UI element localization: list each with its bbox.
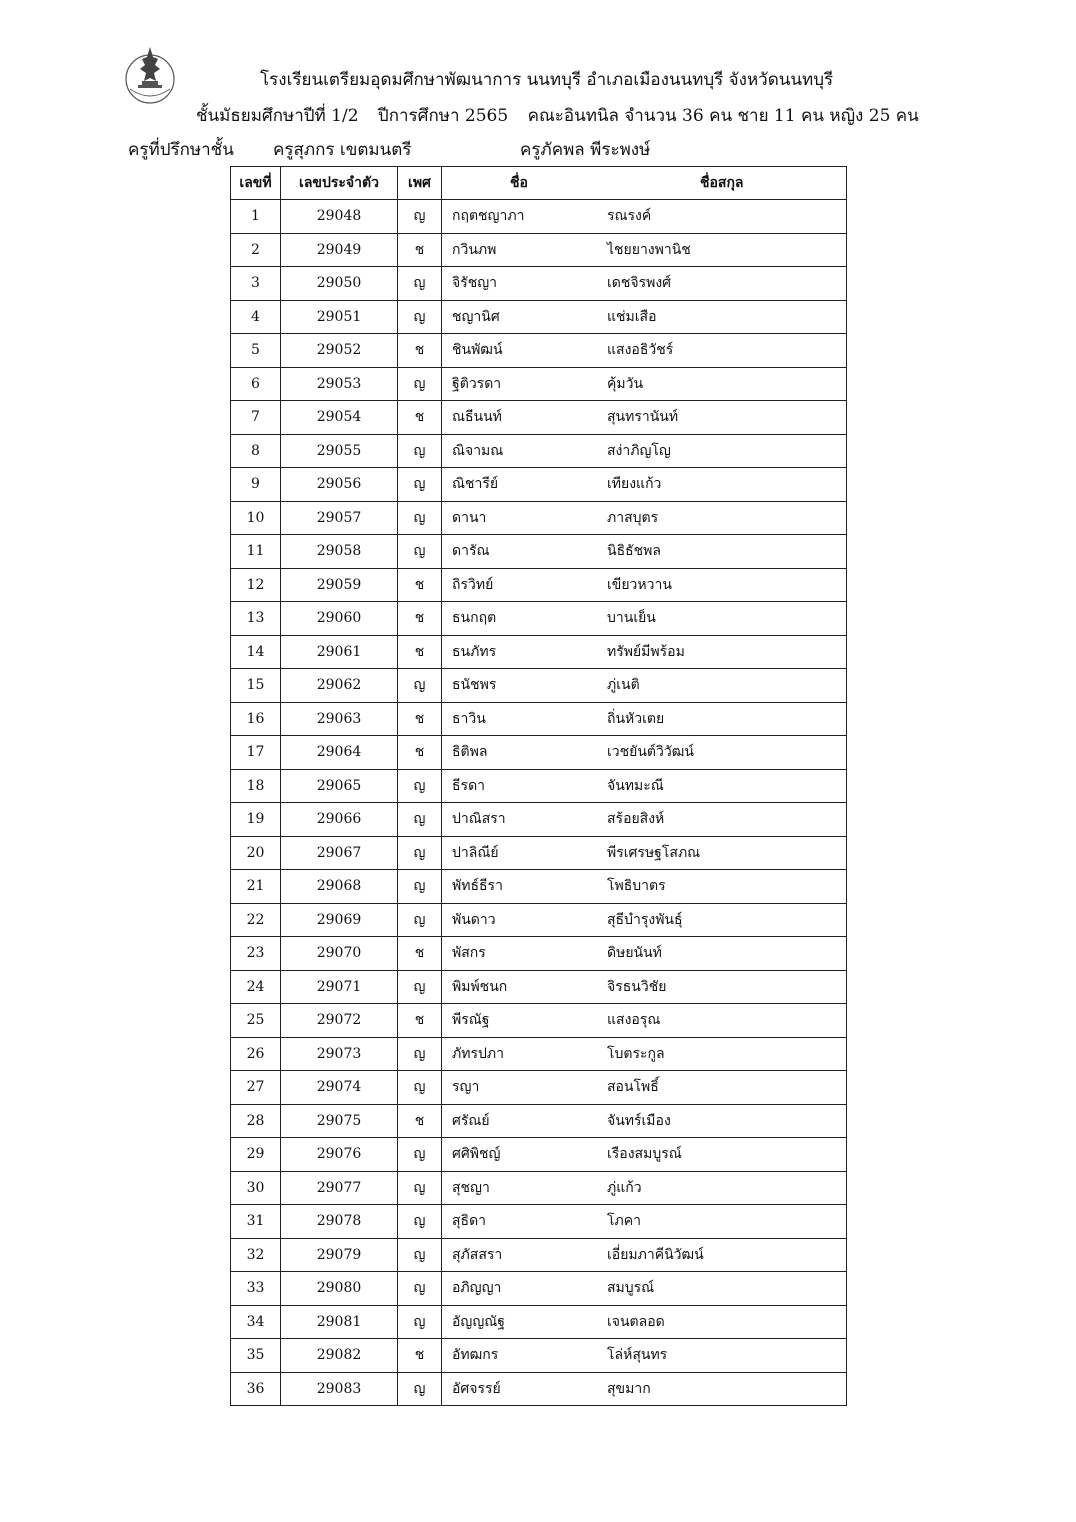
student-last-name: โล่ห์สุนทร (607, 1347, 668, 1364)
student-sex: ช (398, 1004, 442, 1038)
student-name-cell (442, 568, 847, 602)
student-name-cell (442, 1171, 847, 1205)
table-row (231, 1205, 847, 1239)
row-number: 35 (231, 1339, 281, 1373)
student-last-name: ภู่แก้ว (607, 1179, 642, 1196)
row-number: 23 (231, 937, 281, 971)
student-id: 29083 (281, 1372, 398, 1406)
row-number: 8 (231, 434, 281, 468)
student-sex: ญ (398, 434, 442, 468)
student-last-name: สร้อยสิงห์ (607, 811, 665, 828)
student-first-name: ฐิติวรดา (452, 375, 502, 392)
student-first-name: ธาวิน (452, 710, 486, 727)
student-last-name: เจนตลอด (607, 1313, 665, 1330)
table-row (231, 937, 847, 971)
row-number: 12 (231, 568, 281, 602)
row-number: 16 (231, 702, 281, 736)
student-first-name: ดารัณ (452, 543, 490, 560)
student-sex: ช (398, 1339, 442, 1373)
student-first-name: สุธิดา (452, 1213, 487, 1230)
student-first-name: กวินภพ (452, 241, 497, 258)
student-last-name: ทรัพย์มีพร้อม (607, 643, 685, 660)
student-first-name: ธีรดา (452, 777, 486, 794)
row-number: 9 (231, 468, 281, 502)
student-last-name: สมบูรณ์ (607, 1280, 655, 1297)
student-sex: ช (398, 233, 442, 267)
table-row (231, 1272, 847, 1306)
student-name-cell (442, 736, 847, 770)
student-sex: ช (398, 334, 442, 368)
table-row (231, 635, 847, 669)
table-row (231, 1171, 847, 1205)
row-number: 31 (231, 1205, 281, 1239)
header-first-name: ชื่อ (510, 175, 528, 191)
student-name-cell (442, 1272, 847, 1306)
student-last-name: จันทมะณี (607, 777, 664, 794)
student-id: 29080 (281, 1272, 398, 1306)
student-first-name: ณธีนนท์ (452, 409, 502, 426)
student-name-cell (442, 535, 847, 569)
student-name-cell (442, 870, 847, 904)
student-name-cell (442, 937, 847, 971)
table-row (231, 434, 847, 468)
student-name-cell (442, 1138, 847, 1172)
student-name-cell (442, 702, 847, 736)
row-number: 2 (231, 233, 281, 267)
student-last-name: โบตระกูล (607, 1045, 665, 1062)
row-number: 36 (231, 1372, 281, 1406)
student-last-name: เทียงแก้ว (607, 476, 662, 493)
row-number: 1 (231, 200, 281, 234)
school-title: โรงเรียนเตรียมอุดมศึกษาพัฒนาการ นนทบุรี อำเภอเมืองนนทบุรี จังหวัดนนทบุรี (260, 70, 834, 90)
student-id: 29066 (281, 803, 398, 837)
table-row (231, 334, 847, 368)
row-number: 11 (231, 535, 281, 569)
student-id: 29081 (281, 1305, 398, 1339)
student-sex: ช (398, 401, 442, 435)
student-sex: ญ (398, 803, 442, 837)
student-name-cell (442, 1305, 847, 1339)
row-number: 32 (231, 1238, 281, 1272)
row-number: 5 (231, 334, 281, 368)
table-row (231, 267, 847, 301)
student-sex: ญ (398, 468, 442, 502)
student-first-name: จิรัชญา (452, 275, 498, 292)
student-id: 29070 (281, 937, 398, 971)
student-sex: ญ (398, 836, 442, 870)
student-sex: ญ (398, 970, 442, 1004)
student-id: 29059 (281, 568, 398, 602)
student-sex: ญ (398, 1372, 442, 1406)
student-name-cell (442, 769, 847, 803)
row-number: 30 (231, 1171, 281, 1205)
row-number: 4 (231, 300, 281, 334)
student-sex: ญ (398, 1205, 442, 1239)
student-first-name: พีรณัฐ (452, 1012, 490, 1029)
table-row (231, 903, 847, 937)
header-last-name: ชื่อสกุล (700, 175, 744, 191)
student-id: 29078 (281, 1205, 398, 1239)
table-row (231, 836, 847, 870)
student-last-name: แช่มเสือ (607, 308, 657, 325)
student-first-name: อัศจรรย์ (452, 1380, 501, 1397)
student-last-name: ไชยยางพานิช (607, 241, 691, 258)
advisor-label: ครูที่ปรึกษาชั้น (128, 140, 234, 160)
student-name-cell (442, 501, 847, 535)
student-name-cell (442, 1037, 847, 1071)
student-first-name: อภิญญา (452, 1280, 502, 1297)
table-row (231, 1104, 847, 1138)
student-name-cell (442, 669, 847, 703)
student-id: 29048 (281, 200, 398, 234)
row-number: 25 (231, 1004, 281, 1038)
table-body (231, 200, 847, 1406)
student-first-name: ถิรวิทย์ (452, 576, 494, 593)
school-emblem-icon (124, 43, 176, 105)
student-first-name: ธนภัทร (452, 643, 497, 660)
student-id: 29068 (281, 870, 398, 904)
student-id: 29061 (281, 635, 398, 669)
student-name-cell (442, 468, 847, 502)
student-id: 29052 (281, 334, 398, 368)
row-number: 33 (231, 1272, 281, 1306)
row-number: 34 (231, 1305, 281, 1339)
student-name-cell (442, 970, 847, 1004)
student-name-cell (442, 635, 847, 669)
student-sex: ญ (398, 1037, 442, 1071)
student-last-name: คุ้มวัน (607, 375, 644, 392)
student-last-name: เขียวหวาน (607, 576, 672, 593)
student-name-cell (442, 200, 847, 234)
student-first-name: ณิชารีย์ (452, 476, 499, 493)
student-sex: ช (398, 635, 442, 669)
student-last-name: ภาสบุตร (607, 509, 659, 526)
table-row (231, 1372, 847, 1406)
table-row (231, 233, 847, 267)
student-sex: ช (398, 1104, 442, 1138)
student-first-name: พัสกร (452, 945, 486, 962)
student-last-name: จิรธนวิชัย (607, 978, 667, 995)
student-id: 29049 (281, 233, 398, 267)
student-name-cell (442, 1205, 847, 1239)
row-number: 27 (231, 1071, 281, 1105)
student-name-cell (442, 367, 847, 401)
student-sex: ญ (398, 501, 442, 535)
table-row (231, 401, 847, 435)
table-row (231, 1238, 847, 1272)
row-number: 10 (231, 501, 281, 535)
student-last-name: เรืองสมบูรณ์ (607, 1146, 682, 1163)
student-first-name: ธนัชพร (452, 677, 497, 694)
student-id: 29075 (281, 1104, 398, 1138)
student-id: 29069 (281, 903, 398, 937)
student-name-cell (442, 602, 847, 636)
student-first-name: อัญญณัฐ (452, 1313, 505, 1330)
student-last-name: สง่าภิญโญ (607, 442, 671, 459)
student-first-name: พันดาว (452, 911, 496, 928)
row-number: 7 (231, 401, 281, 435)
student-sex: ญ (398, 870, 442, 904)
row-number: 20 (231, 836, 281, 870)
student-last-name: โภคา (607, 1213, 641, 1230)
student-sex: ช (398, 702, 442, 736)
student-id: 29054 (281, 401, 398, 435)
student-name-cell (442, 803, 847, 837)
student-last-name: สุขมาก (607, 1380, 651, 1397)
row-number: 3 (231, 267, 281, 301)
table-row (231, 702, 847, 736)
student-last-name: สอนโพธิ์ (607, 1079, 659, 1096)
table-row (231, 870, 847, 904)
advisor-name-2: ครูภัคพล พีระพงษ์ (520, 140, 651, 160)
student-name-cell (442, 1372, 847, 1406)
student-first-name: ปาณิสรา (452, 811, 506, 828)
student-last-name: ดิษยนันท์ (607, 945, 662, 962)
student-first-name: กฤตชญาภา (452, 208, 525, 225)
student-id: 29076 (281, 1138, 398, 1172)
student-id: 29067 (281, 836, 398, 870)
student-first-name: ธนกฤต (452, 610, 497, 627)
student-name-cell (442, 334, 847, 368)
table-row (231, 535, 847, 569)
table-row (231, 367, 847, 401)
table-row (231, 1339, 847, 1373)
table-row (231, 736, 847, 770)
student-last-name: เดชจิรพงศ์ (607, 275, 672, 292)
row-number: 18 (231, 769, 281, 803)
table-row (231, 1071, 847, 1105)
student-last-name: บานเย็น (607, 610, 656, 627)
student-id: 29079 (281, 1238, 398, 1272)
class-info-line (196, 105, 933, 127)
student-last-name: เวชยันต์วิวัฒน์ (607, 744, 694, 761)
student-last-name: สุนทรานันท์ (607, 409, 679, 426)
student-id: 29082 (281, 1339, 398, 1373)
student-last-name: นิธิธัชพล (607, 543, 661, 560)
table-row (231, 669, 847, 703)
student-sex: ญ (398, 903, 442, 937)
row-number: 6 (231, 367, 281, 401)
student-first-name: ปาลิณีย์ (452, 844, 499, 861)
student-last-name: โพธิบาตร (607, 878, 666, 895)
row-number: 22 (231, 903, 281, 937)
student-first-name: ภัทรปภา (452, 1045, 504, 1062)
header-name (442, 167, 847, 200)
student-name-cell (442, 1339, 847, 1373)
student-name-cell (442, 401, 847, 435)
student-first-name: สุชญา (452, 1179, 490, 1196)
student-first-name: ดานา (452, 509, 487, 526)
table-row (231, 468, 847, 502)
student-sex: ช (398, 736, 442, 770)
student-id: 29056 (281, 468, 398, 502)
row-number: 28 (231, 1104, 281, 1138)
student-last-name: สุธีบำรุงพันธุ์ (607, 911, 683, 928)
table-row (231, 501, 847, 535)
student-name-cell (442, 233, 847, 267)
student-last-name: จันทร์เมือง (607, 1112, 671, 1129)
student-id: 29072 (281, 1004, 398, 1038)
class-level: ชั้นมัธยมศึกษาปีที่ 1/2 (196, 106, 359, 126)
table-row (231, 1004, 847, 1038)
table-row (231, 1305, 847, 1339)
table-row (231, 1037, 847, 1071)
student-id: 29077 (281, 1171, 398, 1205)
academic-year: ปีการศึกษา 2565 (377, 106, 509, 126)
student-id: 29060 (281, 602, 398, 636)
table-row (231, 970, 847, 1004)
student-id: 29053 (281, 367, 398, 401)
student-first-name: รญา (452, 1079, 480, 1096)
student-sex: ญ (398, 1138, 442, 1172)
table-row (231, 602, 847, 636)
student-sex: ญ (398, 535, 442, 569)
table-row (231, 300, 847, 334)
row-number: 29 (231, 1138, 281, 1172)
student-last-name: รณรงค์ (607, 208, 652, 225)
student-roster-table (230, 166, 847, 1406)
student-id: 29058 (281, 535, 398, 569)
student-name-cell (442, 300, 847, 334)
student-id: 29064 (281, 736, 398, 770)
student-sex: ช (398, 937, 442, 971)
student-sex: ญ (398, 669, 442, 703)
student-first-name: พัทธ์ธีรา (452, 878, 503, 895)
student-name-cell (442, 267, 847, 301)
student-sex: ญ (398, 1305, 442, 1339)
student-sex: ช (398, 568, 442, 602)
row-number: 26 (231, 1037, 281, 1071)
row-number: 21 (231, 870, 281, 904)
student-first-name: ธิติพล (452, 744, 488, 761)
header-number: เลขที่ (231, 167, 281, 200)
student-last-name: แสงอรุณ (607, 1012, 661, 1029)
header-student-id: เลขประจำตัว (281, 167, 398, 200)
student-name-cell (442, 1004, 847, 1038)
student-id: 29063 (281, 702, 398, 736)
row-number: 17 (231, 736, 281, 770)
student-sex: ญ (398, 200, 442, 234)
student-first-name: สุภัสสรา (452, 1246, 503, 1263)
row-number: 24 (231, 970, 281, 1004)
advisor-name-1: ครูสุภกร เขตมนตรี (273, 140, 412, 160)
table-header-row (231, 167, 847, 200)
student-first-name: ศรัณย์ (452, 1112, 490, 1129)
student-name-cell (442, 836, 847, 870)
student-name-cell (442, 1071, 847, 1105)
student-id: 29074 (281, 1071, 398, 1105)
student-name-cell (442, 434, 847, 468)
student-last-name: พีรเศรษฐโสภณ (607, 844, 701, 861)
row-number: 15 (231, 669, 281, 703)
student-sex: ญ (398, 1238, 442, 1272)
student-name-cell (442, 1104, 847, 1138)
student-sex: ญ (398, 769, 442, 803)
table-row (231, 200, 847, 234)
student-first-name: อัทฒกร (452, 1347, 499, 1364)
student-first-name: ชินพัฒน์ (452, 342, 503, 359)
student-id: 29057 (281, 501, 398, 535)
table-row (231, 803, 847, 837)
header-sex: เพศ (398, 167, 442, 200)
student-first-name: ศศิพิชญ์ (452, 1146, 501, 1163)
table-row (231, 1138, 847, 1172)
student-first-name: ชญานิศ (452, 308, 500, 325)
student-id: 29055 (281, 434, 398, 468)
student-sex: ญ (398, 267, 442, 301)
student-first-name: พิมพ์ชนก (452, 978, 508, 995)
student-first-name: ณิจามณ (452, 442, 504, 459)
student-name-cell (442, 903, 847, 937)
student-sex: ญ (398, 300, 442, 334)
student-id: 29065 (281, 769, 398, 803)
student-last-name: ถิ่นหัวเตย (607, 710, 665, 727)
student-id: 29073 (281, 1037, 398, 1071)
student-sex: ช (398, 602, 442, 636)
row-number: 19 (231, 803, 281, 837)
student-id: 29051 (281, 300, 398, 334)
student-last-name: แสงอธิวัชร์ (607, 342, 674, 359)
table-row (231, 769, 847, 803)
student-sex: ญ (398, 1272, 442, 1306)
class-summary: คณะอินทนิล จำนวน 36 คน ชาย 11 คน หญิง 25 คน (527, 106, 919, 126)
student-name-cell (442, 1238, 847, 1272)
row-number: 14 (231, 635, 281, 669)
student-id: 29050 (281, 267, 398, 301)
student-sex: ญ (398, 1171, 442, 1205)
student-sex: ญ (398, 1071, 442, 1105)
student-id: 29071 (281, 970, 398, 1004)
student-last-name: เอี่ยมภาคีนิวัฒน์ (607, 1246, 704, 1263)
row-number: 13 (231, 602, 281, 636)
student-id: 29062 (281, 669, 398, 703)
student-last-name: ภู่เนติ (607, 677, 640, 694)
student-sex: ญ (398, 367, 442, 401)
table-row (231, 568, 847, 602)
